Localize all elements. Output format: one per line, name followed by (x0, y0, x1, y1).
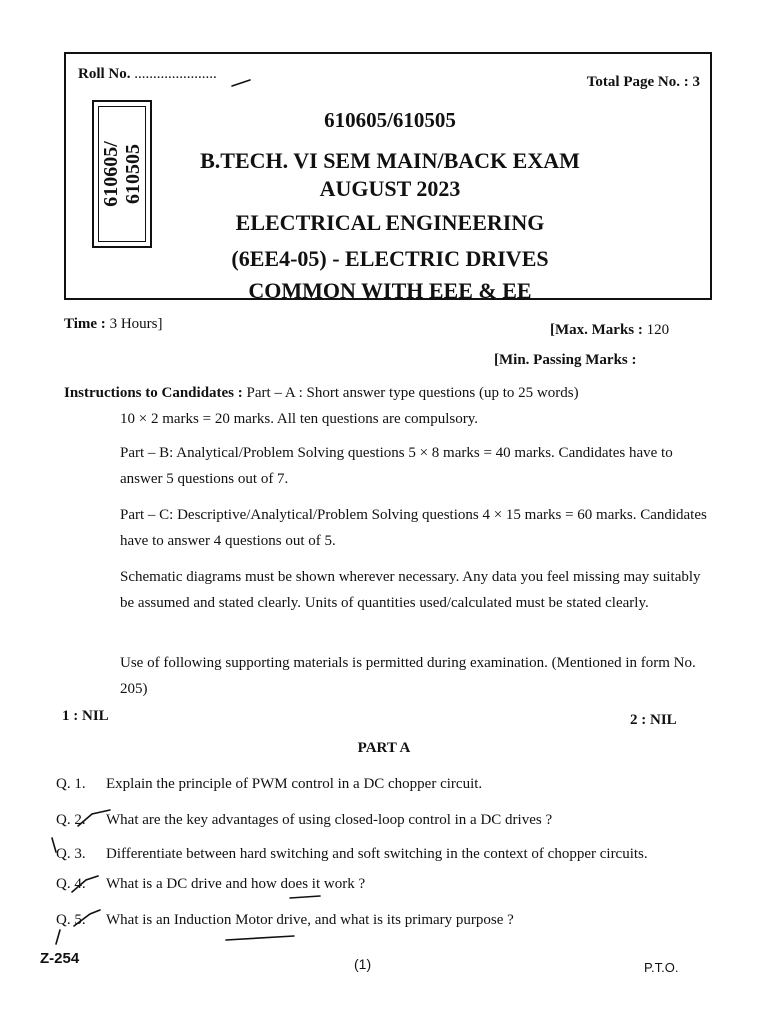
underline-q4 (290, 896, 320, 898)
max-marks-value: 120 (646, 322, 670, 338)
side-paper-code-line-1: 610605/ (100, 141, 122, 207)
part-a-title: PART A (357, 740, 411, 756)
side-paper-code-line-2: 610505 (122, 144, 144, 204)
roll-number-label: Roll No. (78, 66, 131, 82)
materials-item-1: 1 : NIL (62, 708, 109, 724)
question-text: What is a DC drive and how does it work ? (106, 876, 366, 892)
question-number: Q. 2. (56, 812, 86, 828)
question-text: Explain the principle of PWM control in a DC chopper circuit. (106, 776, 483, 792)
time-value: 3 Hours] (109, 316, 163, 332)
min-passing-marks: [Min. Passing Marks : (494, 352, 637, 368)
question-item (56, 846, 648, 863)
question-number: Q. 1. (56, 776, 86, 792)
instructions-part-b: Part – B: Analytical/Problem Solving questions 5 × 8 marks = 40 marks. Candidates have to answer 5 questions out of 7. (120, 445, 673, 487)
footer-page-number: (1) (354, 956, 372, 972)
question-text: What is an Induction Motor drive, and what is its primary purpose ? (106, 912, 514, 928)
question-item (56, 776, 482, 793)
instructions-part-a-line-1: Part – A : Short answer type questions (up to 25 words) (246, 385, 579, 401)
instructions-label: Instructions to Candidates : (64, 385, 243, 401)
exam-title: B.TECH. VI SEM MAIN/BACK EXAM (200, 148, 580, 173)
instructions-part-c: Part – C: Descriptive/Analytical/Problem Solving questions 4 × 15 marks = 60 marks. Candidates have to answer 4 questions out of 5. (120, 507, 707, 549)
time-label: Time : (64, 316, 106, 332)
question-number: Q. 3. (56, 846, 86, 862)
tick-mark-q5-stem (56, 930, 60, 944)
footer-pto: P.T.O. (644, 960, 679, 975)
underline-q5 (226, 936, 294, 940)
question-item (56, 812, 552, 829)
header-box (64, 52, 712, 303)
materials-item-2: 2 : NIL (630, 712, 677, 728)
total-page-count: Total Page No. : 3 (586, 74, 700, 90)
instructions-schematic: Schematic diagrams must be shown wherever necessary. Any data you feel missing may suitably be assumed and stated clearly. Units of quantities used/calculated must be stated clearly. (120, 569, 701, 611)
time-allowed (64, 316, 162, 333)
roll-number-field (78, 66, 217, 83)
question-number: Q. 4. (56, 876, 86, 892)
footer-paper-code: Z-254 (40, 950, 80, 967)
exam-month: AUGUST 2023 (319, 176, 461, 201)
max-marks-label: [Max. Marks : (550, 322, 643, 338)
instructions-materials: Use of following supporting materials is permitted during examination. (Mentioned in form No. 205) (120, 655, 696, 697)
question-text: What are the key advantages of using closed-loop control in a DC drives ? (106, 812, 553, 828)
paper-code: 610605/610505 (324, 108, 456, 132)
common-with-note: COMMON WITH EEE & EE (248, 278, 532, 303)
max-marks (550, 322, 669, 339)
roll-number-dots: ...................... (134, 66, 217, 82)
instructions-part-a (64, 380, 714, 406)
branch-name: ELECTRICAL ENGINEERING (235, 210, 545, 235)
question-number: Q. 5. (56, 912, 86, 928)
question-item (56, 876, 365, 893)
instructions-part-a-line-2: 10 × 2 marks = 20 marks. All ten questions are compulsory. (120, 411, 478, 427)
question-text: Differentiate between hard switching and soft switching in the context of chopper circuits. (106, 846, 648, 862)
subject-name: (6EE4-05) - ELECTRIC DRIVES (231, 246, 549, 271)
question-item (56, 912, 514, 929)
